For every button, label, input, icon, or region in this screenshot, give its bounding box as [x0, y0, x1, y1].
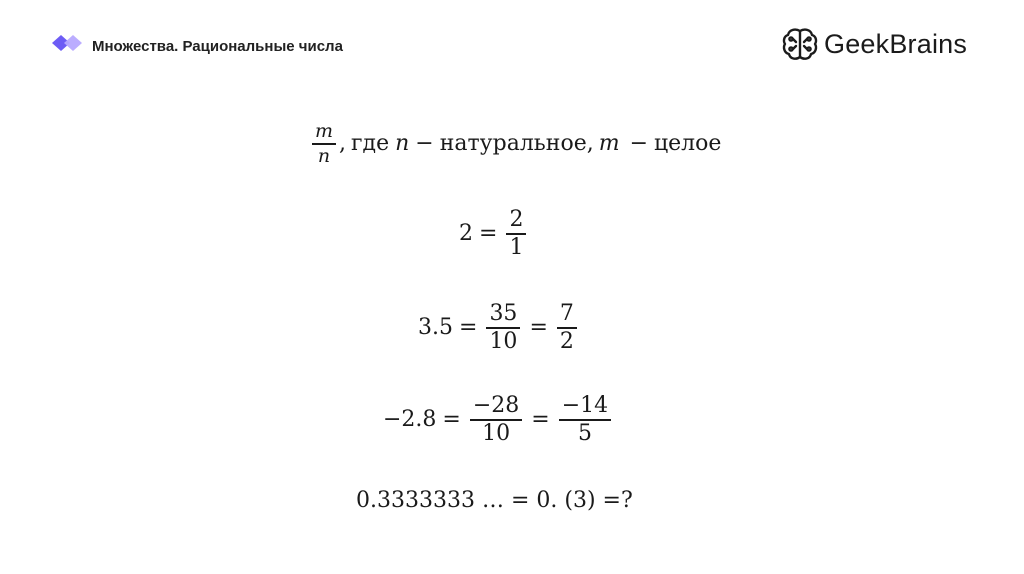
fraction-7-over-2 — [557, 303, 577, 353]
numerator: −14 — [561, 393, 609, 418]
left-value: −2.8 — [383, 406, 437, 432]
numerator: −28 — [472, 393, 520, 418]
equals: = — [531, 406, 550, 432]
denominator: 2 — [559, 328, 574, 354]
numerator: 35 — [489, 301, 518, 326]
numerator: 7 — [559, 301, 574, 326]
fraction-minus-28-over-10 — [470, 395, 522, 445]
brand-name: GeekBrains — [824, 28, 968, 59]
diamond-drops-icon — [50, 33, 86, 53]
fraction-2-over-1 — [506, 209, 526, 259]
denominator: 10 — [489, 328, 518, 354]
repeating-decimal-text: 0.3333333 … = 0. (3) =? — [356, 488, 633, 513]
fraction-m-over-n — [312, 122, 336, 166]
equals: = — [459, 314, 478, 340]
brand-logo[interactable] — [781, 26, 967, 62]
equals: = — [479, 220, 498, 246]
equals: = — [529, 314, 548, 340]
example-minus-2-8 — [383, 395, 614, 445]
dash: − — [629, 130, 649, 156]
word-integer: целое — [654, 130, 722, 156]
brain-icon — [781, 27, 819, 61]
example-2 — [459, 209, 529, 259]
denominator: 5 — [577, 420, 592, 446]
numerator: 2 — [509, 207, 524, 232]
page-title: Множества. Рациональные числа — [92, 38, 343, 55]
equals: = — [442, 406, 461, 432]
var-m: m — [598, 130, 620, 156]
left-value: 2 — [459, 220, 473, 246]
numerator: m — [315, 120, 334, 142]
denominator: 1 — [509, 234, 524, 260]
fraction-35-over-10 — [486, 303, 520, 353]
word-natural: натуральное, — [439, 130, 594, 156]
denominator: n — [317, 144, 331, 167]
left-value: 3.5 — [418, 314, 453, 340]
example-3-5 — [418, 303, 580, 353]
var-n: n — [395, 130, 410, 156]
dash: − — [415, 130, 434, 156]
word-where: где — [351, 130, 390, 156]
comma: , — [339, 130, 347, 156]
rational-definition — [309, 122, 721, 166]
fraction-minus-14-over-5 — [559, 395, 611, 445]
denominator: 10 — [482, 420, 511, 446]
example-repeating-decimal — [356, 490, 633, 512]
